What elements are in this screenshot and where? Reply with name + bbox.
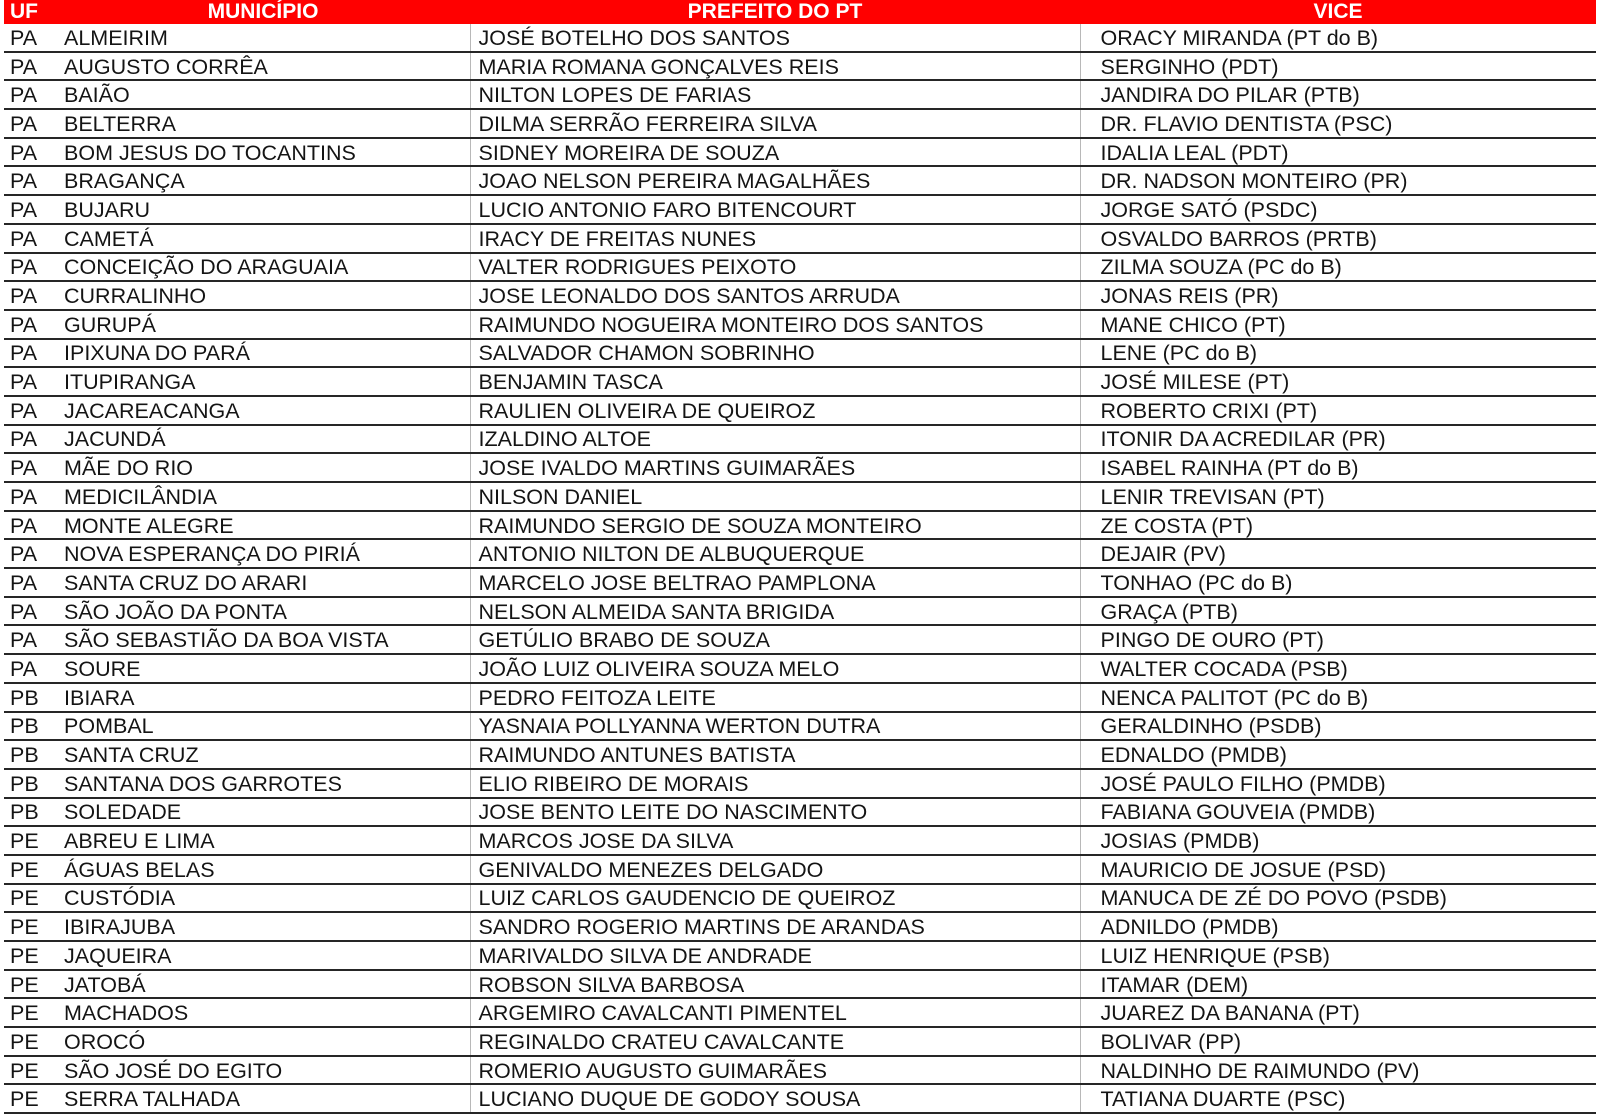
- cell-prefeito: MARIA ROMANA GONÇALVES REIS: [470, 52, 1080, 81]
- cell-uf: PB: [4, 712, 56, 741]
- table-row: [4, 941, 1596, 970]
- cell-prefeito: RAIMUNDO NOGUEIRA MONTEIRO DOS SANTOS: [470, 310, 1080, 339]
- table-row: [4, 24, 1596, 52]
- cell-prefeito: ANTONIO NILTON DE ALBUQUERQUE: [470, 539, 1080, 568]
- table-row: [4, 740, 1596, 769]
- table-row: [4, 80, 1596, 109]
- cell-prefeito: MARIVALDO SILVA DE ANDRADE: [470, 941, 1080, 970]
- cell-uf: PA: [4, 24, 56, 52]
- cell-municipio: BOM JESUS DO TOCANTINS: [56, 138, 470, 167]
- cell-vice: JOSIAS (PMDB): [1080, 826, 1596, 855]
- cell-municipio: CONCEIÇÃO DO ARAGUAIA: [56, 253, 470, 282]
- cell-vice: GERALDINHO (PSDB): [1080, 712, 1596, 741]
- cell-uf: PB: [4, 769, 56, 798]
- cell-vice: ROBERTO CRIXI (PT): [1080, 396, 1596, 425]
- cell-vice: JORGE SATÓ (PSDC): [1080, 195, 1596, 224]
- cell-vice: ADNILDO (PMDB): [1080, 912, 1596, 941]
- cell-uf: PA: [4, 224, 56, 253]
- cell-municipio: CURRALINHO: [56, 281, 470, 310]
- cell-prefeito: JOSE LEONALDO DOS SANTOS ARRUDA: [470, 281, 1080, 310]
- cell-municipio: SANTA CRUZ: [56, 740, 470, 769]
- mayors-table: [4, 0, 1596, 1114]
- cell-vice: JOSÉ PAULO FILHO (PMDB): [1080, 769, 1596, 798]
- table-row: [4, 453, 1596, 482]
- table-row: [4, 798, 1596, 827]
- table-row: [4, 597, 1596, 626]
- cell-vice: MANUCA DE ZÉ DO POVO (PSDB): [1080, 884, 1596, 913]
- cell-prefeito: MARCOS JOSE DA SILVA: [470, 826, 1080, 855]
- cell-prefeito: JOSÉ BOTELHO DOS SANTOS: [470, 24, 1080, 52]
- cell-municipio: CUSTÓDIA: [56, 884, 470, 913]
- table-row: [4, 482, 1596, 511]
- cell-uf: PE: [4, 998, 56, 1027]
- table-row: [4, 1027, 1596, 1056]
- cell-municipio: MÃE DO RIO: [56, 453, 470, 482]
- cell-municipio: MACHADOS: [56, 998, 470, 1027]
- mayors-table-sheet: [4, 0, 1596, 1114]
- cell-prefeito: NILSON DANIEL: [470, 482, 1080, 511]
- table-row: [4, 396, 1596, 425]
- cell-municipio: SOLEDADE: [56, 798, 470, 827]
- cell-uf: PE: [4, 1056, 56, 1085]
- table-row: [4, 52, 1596, 81]
- cell-vice: WALTER COCADA (PSB): [1080, 654, 1596, 683]
- cell-uf: PA: [4, 511, 56, 540]
- cell-vice: TONHAO (PC do B): [1080, 568, 1596, 597]
- table-row: [4, 654, 1596, 683]
- table-row: [4, 1056, 1596, 1085]
- cell-uf: PA: [4, 396, 56, 425]
- cell-prefeito: DILMA SERRÃO FERREIRA SILVA: [470, 109, 1080, 138]
- cell-vice: BOLIVAR (PP): [1080, 1027, 1596, 1056]
- cell-vice: SERGINHO (PDT): [1080, 52, 1596, 81]
- cell-uf: PA: [4, 109, 56, 138]
- cell-prefeito: JOSE IVALDO MARTINS GUIMARÃES: [470, 453, 1080, 482]
- table-body: [4, 24, 1596, 1113]
- table-row: [4, 884, 1596, 913]
- cell-municipio: SÃO JOSÉ DO EGITO: [56, 1056, 470, 1085]
- cell-vice: EDNALDO (PMDB): [1080, 740, 1596, 769]
- cell-uf: PA: [4, 166, 56, 195]
- cell-vice: DR. NADSON MONTEIRO (PR): [1080, 166, 1596, 195]
- cell-uf: PA: [4, 453, 56, 482]
- cell-municipio: BRAGANÇA: [56, 166, 470, 195]
- table-row: [4, 826, 1596, 855]
- table-row: [4, 367, 1596, 396]
- cell-vice: TATIANA DUARTE (PSC): [1080, 1084, 1596, 1113]
- cell-prefeito: GETÚLIO BRABO DE SOUZA: [470, 625, 1080, 654]
- cell-prefeito: IRACY DE FREITAS NUNES: [470, 224, 1080, 253]
- cell-uf: PE: [4, 855, 56, 884]
- cell-uf: PE: [4, 970, 56, 999]
- table-row: [4, 568, 1596, 597]
- table-row: [4, 625, 1596, 654]
- cell-municipio: SERRA TALHADA: [56, 1084, 470, 1113]
- cell-municipio: ALMEIRIM: [56, 24, 470, 52]
- cell-vice: JONAS REIS (PR): [1080, 281, 1596, 310]
- cell-municipio: ABREU E LIMA: [56, 826, 470, 855]
- cell-municipio: IBIRAJUBA: [56, 912, 470, 941]
- cell-uf: PE: [4, 1027, 56, 1056]
- cell-uf: PA: [4, 482, 56, 511]
- cell-uf: PE: [4, 912, 56, 941]
- cell-prefeito: BENJAMIN TASCA: [470, 367, 1080, 396]
- cell-municipio: BELTERRA: [56, 109, 470, 138]
- cell-vice: NALDINHO DE RAIMUNDO (PV): [1080, 1056, 1596, 1085]
- cell-prefeito: JOÃO LUIZ OLIVEIRA SOUZA MELO: [470, 654, 1080, 683]
- table-row: [4, 970, 1596, 999]
- cell-uf: PE: [4, 941, 56, 970]
- cell-uf: PB: [4, 798, 56, 827]
- cell-vice: ITAMAR (DEM): [1080, 970, 1596, 999]
- cell-municipio: ÁGUAS BELAS: [56, 855, 470, 884]
- cell-uf: PA: [4, 568, 56, 597]
- table-row: [4, 769, 1596, 798]
- cell-municipio: JACUNDÁ: [56, 425, 470, 454]
- cell-vice: NENCA PALITOT (PC do B): [1080, 683, 1596, 712]
- cell-vice: JOSÉ MILESE (PT): [1080, 367, 1596, 396]
- cell-prefeito: NELSON ALMEIDA SANTA BRIGIDA: [470, 597, 1080, 626]
- cell-prefeito: LUCIANO DUQUE DE GODOY SOUSA: [470, 1084, 1080, 1113]
- cell-prefeito: IZALDINO ALTOE: [470, 425, 1080, 454]
- table-row: [4, 855, 1596, 884]
- cell-uf: PA: [4, 654, 56, 683]
- cell-municipio: NOVA ESPERANÇA DO PIRIÁ: [56, 539, 470, 568]
- cell-uf: PA: [4, 52, 56, 81]
- cell-prefeito: RAIMUNDO ANTUNES BATISTA: [470, 740, 1080, 769]
- cell-municipio: MONTE ALEGRE: [56, 511, 470, 540]
- cell-prefeito: SIDNEY MOREIRA DE SOUZA: [470, 138, 1080, 167]
- cell-vice: DR. FLAVIO DENTISTA (PSC): [1080, 109, 1596, 138]
- cell-vice: OSVALDO BARROS (PRTB): [1080, 224, 1596, 253]
- cell-vice: GRAÇA (PTB): [1080, 597, 1596, 626]
- cell-prefeito: YASNAIA POLLYANNA WERTON DUTRA: [470, 712, 1080, 741]
- cell-uf: PA: [4, 597, 56, 626]
- table-row: [4, 912, 1596, 941]
- cell-prefeito: LUIZ CARLOS GAUDENCIO DE QUEIROZ: [470, 884, 1080, 913]
- cell-vice: FABIANA GOUVEIA (PMDB): [1080, 798, 1596, 827]
- cell-vice: LENE (PC do B): [1080, 339, 1596, 368]
- table-row: [4, 138, 1596, 167]
- cell-municipio: AUGUSTO CORRÊA: [56, 52, 470, 81]
- cell-municipio: SÃO SEBASTIÃO DA BOA VISTA: [56, 625, 470, 654]
- cell-uf: PE: [4, 884, 56, 913]
- cell-prefeito: SANDRO ROGERIO MARTINS DE ARANDAS: [470, 912, 1080, 941]
- table-row: [4, 166, 1596, 195]
- cell-vice: DEJAIR (PV): [1080, 539, 1596, 568]
- cell-uf: PB: [4, 740, 56, 769]
- cell-municipio: CAMETÁ: [56, 224, 470, 253]
- cell-prefeito: SALVADOR CHAMON SOBRINHO: [470, 339, 1080, 368]
- cell-vice: MAURICIO DE JOSUE (PSD): [1080, 855, 1596, 884]
- table-row: [4, 998, 1596, 1027]
- cell-prefeito: MARCELO JOSE BELTRAO PAMPLONA: [470, 568, 1080, 597]
- cell-prefeito: RAIMUNDO SERGIO DE SOUZA MONTEIRO: [470, 511, 1080, 540]
- cell-uf: PA: [4, 310, 56, 339]
- cell-municipio: SOURE: [56, 654, 470, 683]
- cell-municipio: IBIARA: [56, 683, 470, 712]
- cell-vice: LENIR TREVISAN (PT): [1080, 482, 1596, 511]
- cell-municipio: OROCÓ: [56, 1027, 470, 1056]
- table-row: [4, 109, 1596, 138]
- cell-uf: PE: [4, 1084, 56, 1113]
- table-row: [4, 253, 1596, 282]
- header-row: [4, 0, 1596, 24]
- cell-uf: PA: [4, 367, 56, 396]
- cell-uf: PA: [4, 425, 56, 454]
- cell-municipio: BUJARU: [56, 195, 470, 224]
- table-row: [4, 1084, 1596, 1113]
- cell-uf: PA: [4, 138, 56, 167]
- cell-prefeito: ROBSON SILVA BARBOSA: [470, 970, 1080, 999]
- column-header-vice: VICE: [1080, 0, 1596, 24]
- cell-vice: ZILMA SOUZA (PC do B): [1080, 253, 1596, 282]
- cell-uf: PA: [4, 281, 56, 310]
- cell-prefeito: JOSE BENTO LEITE DO NASCIMENTO: [470, 798, 1080, 827]
- cell-uf: PA: [4, 539, 56, 568]
- column-header-prefeito: PREFEITO DO PT: [470, 0, 1080, 24]
- table-row: [4, 425, 1596, 454]
- cell-vice: ISABEL RAINHA (PT do B): [1080, 453, 1596, 482]
- cell-uf: PB: [4, 683, 56, 712]
- cell-municipio: ITUPIRANGA: [56, 367, 470, 396]
- cell-vice: ITONIR DA ACREDILAR (PR): [1080, 425, 1596, 454]
- cell-vice: ZE COSTA (PT): [1080, 511, 1596, 540]
- column-header-municipio: MUNICÍPIO: [56, 0, 470, 24]
- cell-vice: ORACY MIRANDA (PT do B): [1080, 24, 1596, 52]
- cell-municipio: BAIÃO: [56, 80, 470, 109]
- cell-prefeito: NILTON LOPES DE FARIAS: [470, 80, 1080, 109]
- table-row: [4, 683, 1596, 712]
- table-row: [4, 310, 1596, 339]
- column-header-uf: UF: [4, 0, 56, 24]
- cell-vice: MANE CHICO (PT): [1080, 310, 1596, 339]
- cell-uf: PE: [4, 826, 56, 855]
- cell-municipio: POMBAL: [56, 712, 470, 741]
- cell-municipio: SANTANA DOS GARROTES: [56, 769, 470, 798]
- cell-municipio: GURUPÁ: [56, 310, 470, 339]
- table-row: [4, 281, 1596, 310]
- cell-vice: JANDIRA DO PILAR (PTB): [1080, 80, 1596, 109]
- cell-uf: PA: [4, 195, 56, 224]
- cell-municipio: JAQUEIRA: [56, 941, 470, 970]
- cell-uf: PA: [4, 339, 56, 368]
- table-row: [4, 539, 1596, 568]
- cell-prefeito: PEDRO FEITOZA LEITE: [470, 683, 1080, 712]
- cell-uf: PA: [4, 253, 56, 282]
- cell-prefeito: VALTER RODRIGUES PEIXOTO: [470, 253, 1080, 282]
- cell-prefeito: GENIVALDO MENEZES DELGADO: [470, 855, 1080, 884]
- cell-vice: JUAREZ DA BANANA (PT): [1080, 998, 1596, 1027]
- cell-municipio: JACAREACANGA: [56, 396, 470, 425]
- cell-prefeito: LUCIO ANTONIO FARO BITENCOURT: [470, 195, 1080, 224]
- table-row: [4, 224, 1596, 253]
- cell-uf: PA: [4, 625, 56, 654]
- cell-municipio: SÃO JOÃO DA PONTA: [56, 597, 470, 626]
- cell-municipio: IPIXUNA DO PARÁ: [56, 339, 470, 368]
- cell-prefeito: REGINALDO CRATEU CAVALCANTE: [470, 1027, 1080, 1056]
- cell-vice: IDALIA LEAL (PDT): [1080, 138, 1596, 167]
- cell-vice: PINGO DE OURO (PT): [1080, 625, 1596, 654]
- table-row: [4, 511, 1596, 540]
- table-row: [4, 712, 1596, 741]
- cell-uf: PA: [4, 80, 56, 109]
- cell-prefeito: ELIO RIBEIRO DE MORAIS: [470, 769, 1080, 798]
- cell-municipio: SANTA CRUZ DO ARARI: [56, 568, 470, 597]
- cell-prefeito: ARGEMIRO CAVALCANTI PIMENTEL: [470, 998, 1080, 1027]
- cell-municipio: MEDICILÂNDIA: [56, 482, 470, 511]
- table-row: [4, 339, 1596, 368]
- table-row: [4, 195, 1596, 224]
- cell-prefeito: RAULIEN OLIVEIRA DE QUEIROZ: [470, 396, 1080, 425]
- cell-prefeito: ROMERIO AUGUSTO GUIMARÃES: [470, 1056, 1080, 1085]
- cell-vice: LUIZ HENRIQUE (PSB): [1080, 941, 1596, 970]
- cell-prefeito: JOAO NELSON PEREIRA MAGALHÃES: [470, 166, 1080, 195]
- cell-municipio: JATOBÁ: [56, 970, 470, 999]
